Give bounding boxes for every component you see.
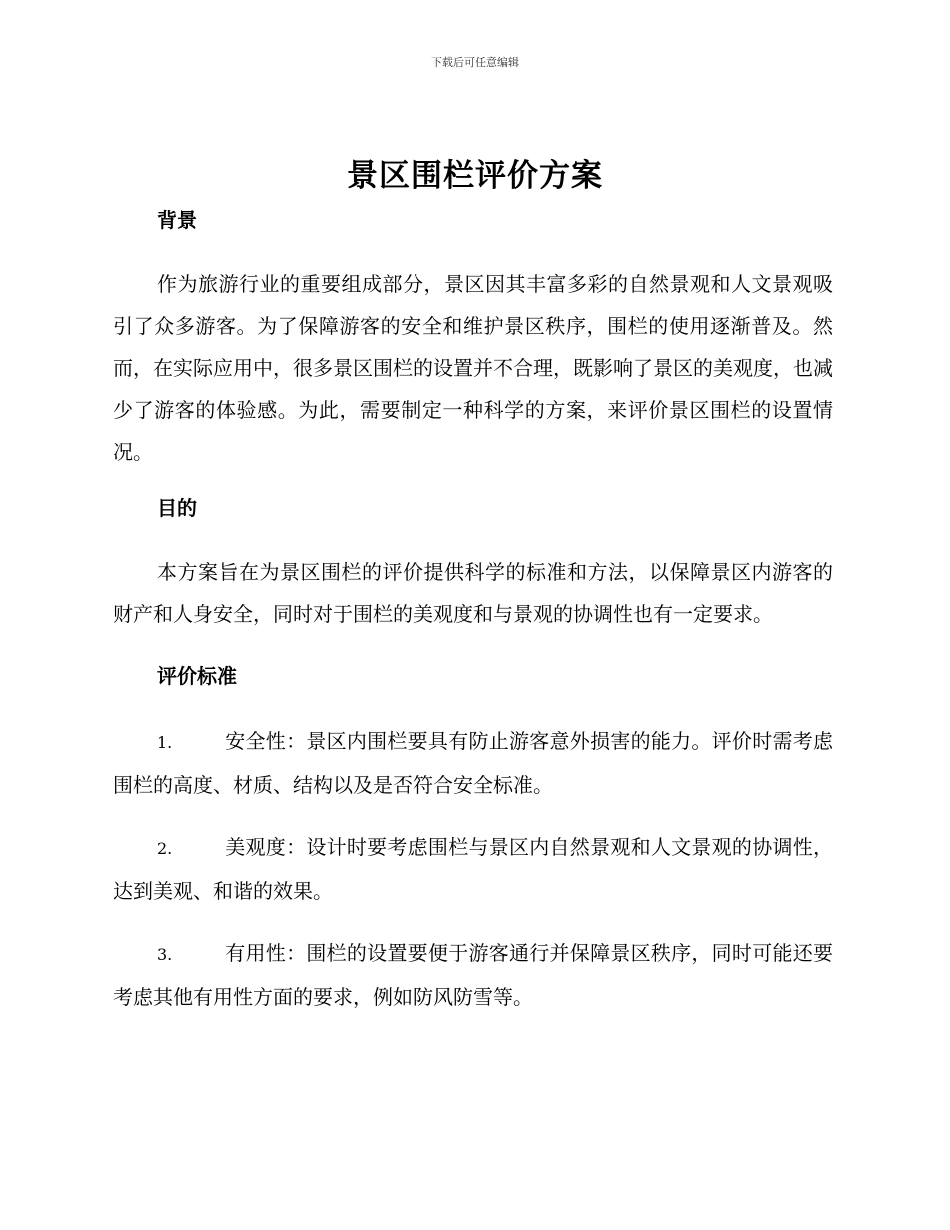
header-note: 下载后可任意编辑 xyxy=(431,56,519,69)
list-number: 2. xyxy=(157,839,173,858)
paragraph-purpose: 本方案旨在为景区围栏的评价提供科学的标准和方法，以保障景区内游客的财产和人身安全，同时对于围栏的美观度和与景观的协调性也有一定要求。 xyxy=(113,560,833,626)
document-title: 景区围栏评价方案 xyxy=(347,158,603,194)
section-heading-purpose: 目的 xyxy=(157,496,197,520)
criteria-item-usefulness xyxy=(113,932,833,1018)
paragraph-background: 作为旅游行业的重要组成部分，景区因其丰富多彩的自然景观和人文景观吸引了众多游客。为了保障游客的安全和维护景区秩序，围栏的使用逐渐普及。然而，在实际应用中，很多景区围栏的设置并不合理，既影响了景区的美观度，也减少了游客的体验感。为此，需要制定一种科学的方案，来评价景区围栏的设置情况。 xyxy=(113,272,833,464)
document-body xyxy=(113,200,833,1018)
section-heading-criteria: 评价标准 xyxy=(157,664,237,688)
list-item-text: 美观度：设计时要考虑围栏与景区内自然景观和人文景观的协调性，达到美观、和谐的效果。 xyxy=(113,835,833,903)
list-item-text: 安全性：景区内围栏要具有防止游客意外损害的能力。评价时需考虑围栏的高度、材质、结构以及是否符合安全标准。 xyxy=(113,729,833,797)
section-heading-background: 背景 xyxy=(157,208,197,232)
list-number: 3. xyxy=(157,945,173,964)
criteria-item-safety xyxy=(113,720,833,806)
list-item-text: 有用性：围栏的设置要便于游客通行并保障景区秩序，同时可能还要考虑其他有用性方面的要求，例如防风防雪等。 xyxy=(113,941,833,1009)
criteria-item-aesthetics xyxy=(113,826,833,912)
list-number: 1. xyxy=(157,733,173,752)
